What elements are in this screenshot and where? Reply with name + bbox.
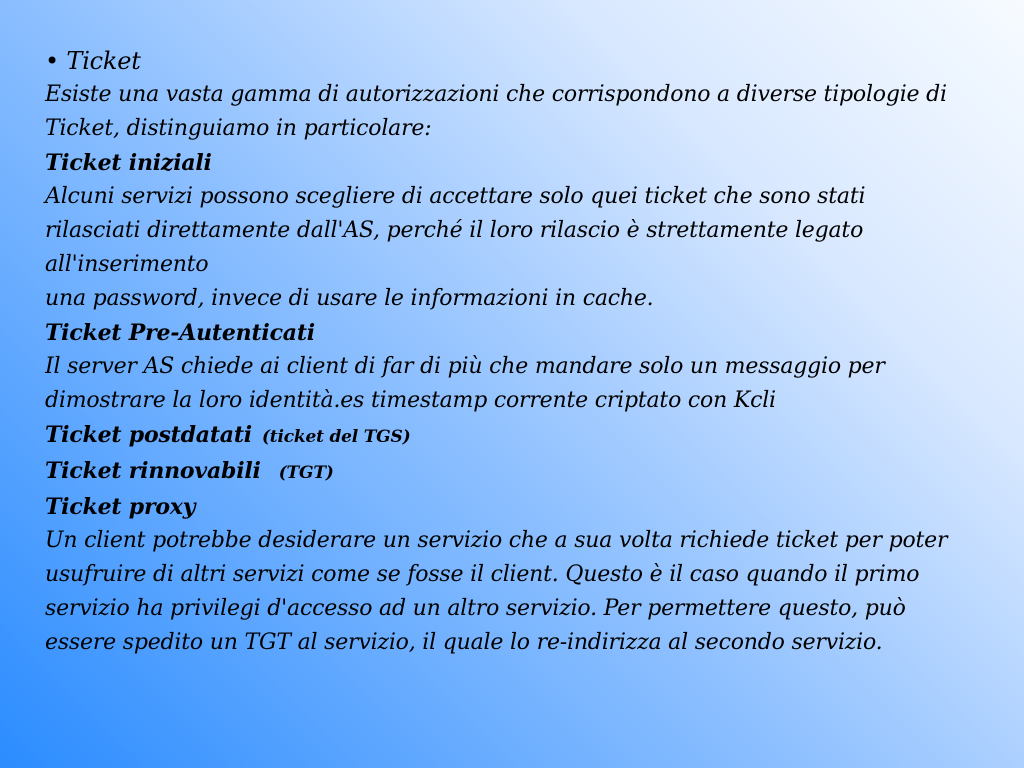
iniziali-line-4: una password, invece di usare le informazioni in cache. [45, 286, 654, 311]
heading-ticket-iniziali: Ticket iniziali [45, 150, 212, 176]
slide-content [45, 44, 1000, 660]
preautenticati-line-2: dimostrare la loro identità.es timestamp corrente criptato con Kcli [45, 388, 776, 413]
iniziali-line-3: all'inserimento [45, 252, 209, 277]
iniziali-line-2: rilasciati direttamente dall'AS, perché il loro rilascio è strettamente legato [45, 218, 864, 243]
heading-ticket-preautenticati: Ticket Pre-Autenticati [45, 320, 315, 346]
heading-ticket-proxy: Ticket proxy [45, 494, 196, 520]
rinnovabili-note: (TGT) [278, 463, 334, 483]
rinnovabili-row [45, 454, 1000, 490]
proxy-line-2: usufruire di altri servizi come se fosse il client. Questo è il caso quando il primo [45, 562, 920, 587]
intro-line-2: Ticket, distinguiamo in particolare: [45, 116, 432, 141]
postdatati-row [45, 418, 1000, 454]
slide-title: • Ticket [45, 47, 141, 75]
heading-ticket-rinnovabili: Ticket rinnovabili [45, 458, 261, 484]
intro-line-1: Esiste una vasta gamma di autorizzazioni che corrispondono a diverse tipologie di [45, 82, 947, 107]
iniziali-line-1: Alcuni servizi possono scegliere di accettare solo quei ticket che sono stati [45, 184, 866, 209]
proxy-line-3: servizio ha privilegi d'accesso ad un altro servizio. Per permettere questo, può [45, 596, 906, 621]
heading-ticket-postdatati: Ticket postdatati [45, 422, 252, 448]
proxy-line-4: essere spedito un TGT al servizio, il quale lo re-indirizza al secondo servizio. [45, 630, 883, 655]
postdatati-note: (ticket del TGS) [261, 427, 411, 447]
proxy-line-1: Un client potrebbe desiderare un servizio che a sua volta richiede ticket per poter [45, 528, 948, 553]
preautenticati-line-1: Il server AS chiede ai client di far di più che mandare solo un messaggio per [45, 354, 885, 379]
